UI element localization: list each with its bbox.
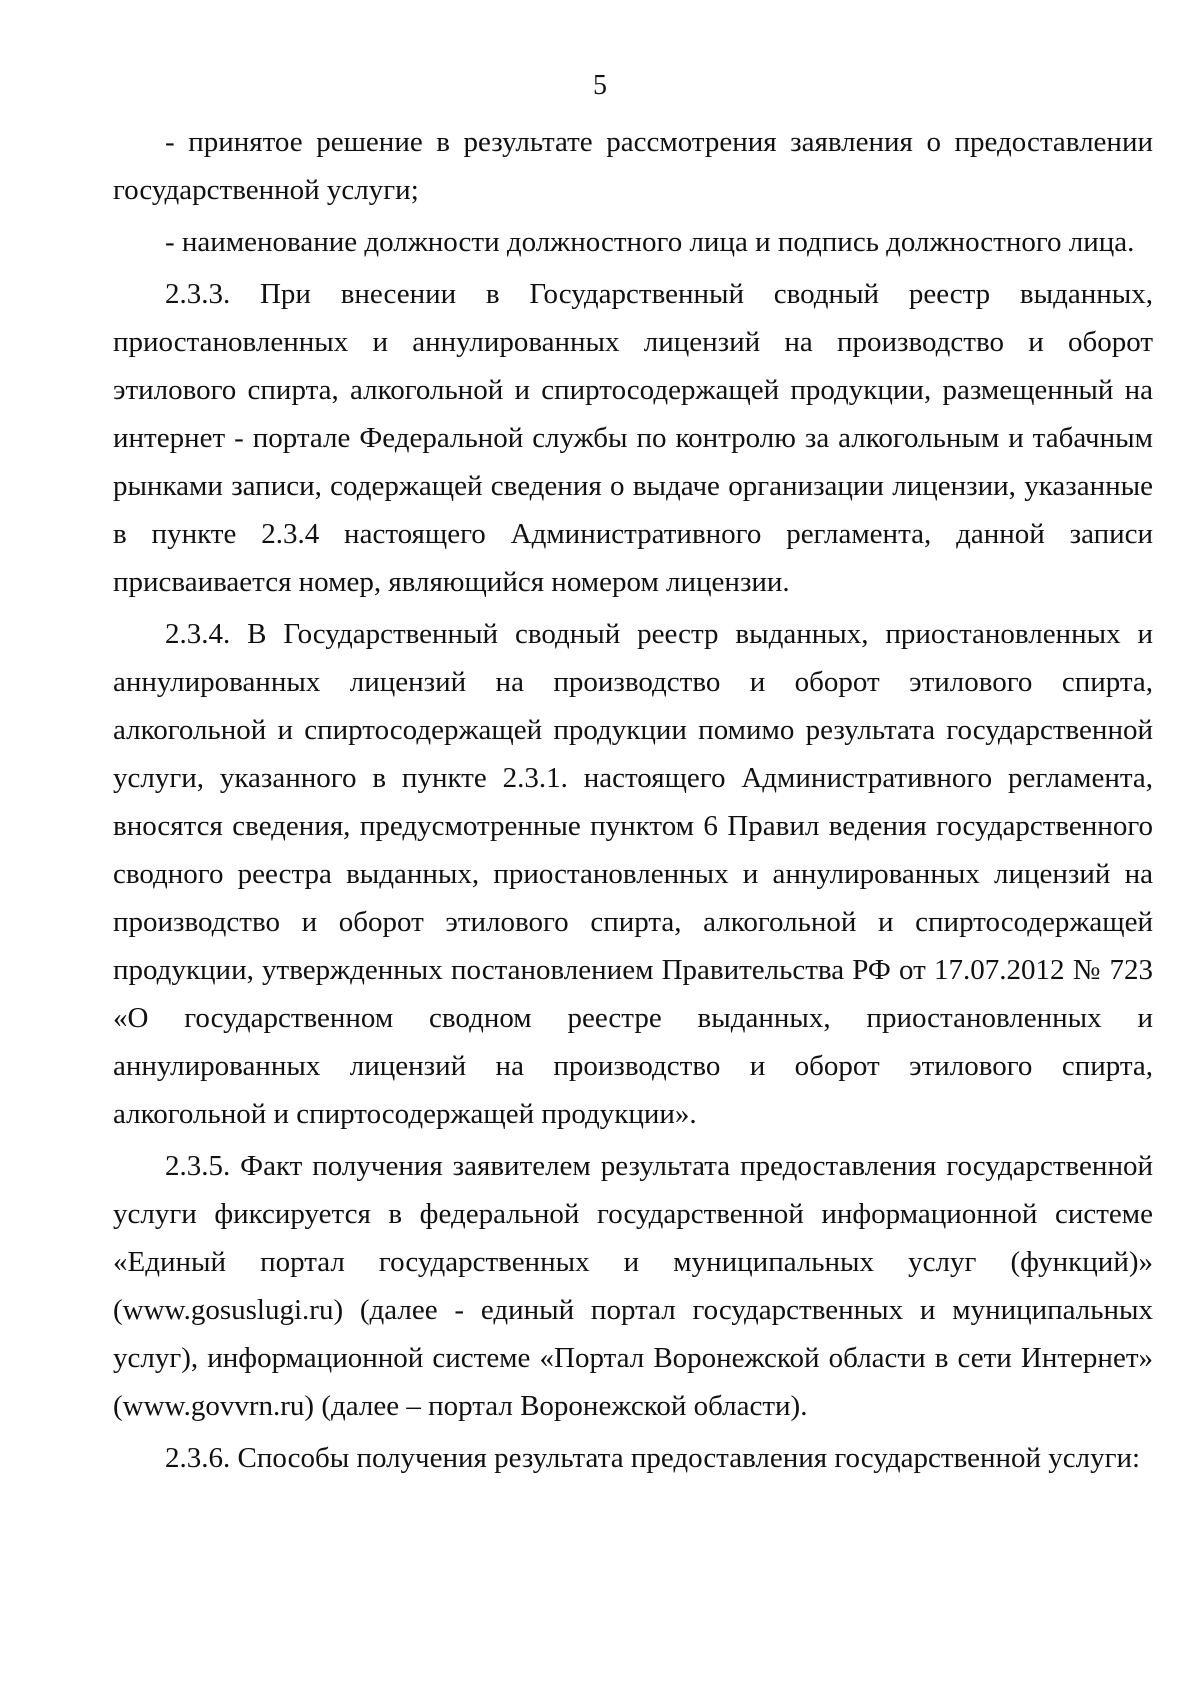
document-body [113, 118, 1153, 1486]
page-number: 5 [593, 70, 607, 101]
paragraph-2-3-6: 2.3.6. Способы получения результата предоставления государственной услуги: [165, 1442, 1141, 1474]
paragraph-2-3-4: 2.3.4. В Государственный сводный реестр выданных, приостановленных и аннулированных лицензий на производство и оборот этилового спирта, алкогольной и спиртосодержащей продукции помимо результата государственной услуги, указанного в пункте 2.3.1. настоящего Административного регламента, вносятся сведения, предусмотренные пунктом 6 Правил ведения государственного сводного реестра выданных, приостановленных и аннулированных лицензий на производство и оборот этилового спирта, алкогольной и спиртосодержащей продукции, утвержденных постановлением Правительства РФ от 17.07.2012 № 723 «О государственном сводном реестре выданных, приостановленных и аннулированных лицензий на производство и оборот этилового спирта, алкогольной и спиртосодержащей продукции». [113, 618, 1153, 1130]
paragraph-decision-made: - принятое решение в результате рассмотрения заявления о предоставлении государственной услуги; [113, 126, 1153, 206]
paragraph-official-position: - наименование должности должностного лица и подпись должностного лица. [165, 226, 1135, 258]
paragraph-2-3-3: 2.3.3. При внесении в Государственный сводный реестр выданных, приостановленных и аннулированных лицензий на производство и оборот этилового спирта, алкогольной и спиртосодержащей продукции, размещенный на интернет - портале Федеральной службы по контролю за алкогольным и табачным рынками записи, содержащей сведения о выдаче организации лицензии, указанные в пункте 2.3.4 настоящего Административного регламента, данной записи присваивается номер, являющийся номером лицензии. [113, 278, 1153, 598]
paragraph-2-3-5: 2.3.5. Факт получения заявителем результата предоставления государственной услуги фиксируется в федеральной государственной информационной системе «Единый портал государственных и муниципальных услуг (функций)» (www.gosuslugi.ru) (далее - единый портал государственных и муниципальных услуг), информационной системе «Портал Воронежской области в сети Интернет» (www.govvrn.ru) (далее – портал Воронежской области). [113, 1150, 1153, 1422]
